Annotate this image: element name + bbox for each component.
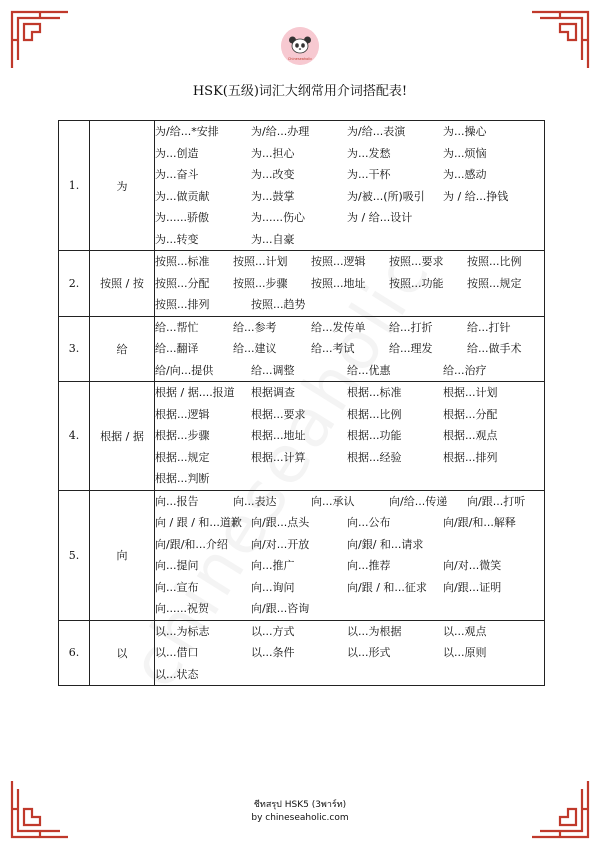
collocation-item: 给...打针 [467,320,511,334]
collocation-line [155,491,544,513]
collocation-item: 为...鼓掌 [251,189,295,203]
collocation-line [155,143,544,165]
collocation-item: 向/给...传递 [389,494,448,508]
collocation-item: 向/跟...点头 [251,516,310,529]
collocation-line [155,425,544,447]
collocation-item: 向/对...开放 [251,537,310,551]
collocation-line [155,404,544,426]
page-title: HSK(五级)词汇大纲常用介词搭配表! [192,84,408,99]
collocation-item: 给...调整 [251,363,295,377]
collocation-item: 按照...排列 [155,298,210,311]
collocation-item: 向 / 跟 / 和...道歉 [155,516,242,529]
collocation-item: 以...原则 [443,646,487,659]
collocation-item: 为...干杯 [347,168,391,181]
collocation-item: 给...打折 [389,320,433,334]
collocation-item: 根据...分配 [443,407,498,421]
collocation-item: 给...发传单 [311,320,366,334]
corner-ornament-top-right [530,10,590,70]
collocation-list [155,490,545,620]
collocation-item: 以...借口 [155,646,199,659]
collocation-line [155,294,544,316]
collocation-item: 为...奋斗 [155,168,199,181]
collocation-line [155,447,544,469]
collocation-item: 为/给...表演 [347,125,406,138]
collocation-item: 根据...逻辑 [155,407,210,421]
collocation-item: 根据...步骤 [155,429,210,442]
collocation-item: 为/被...(所)吸引 [347,189,425,203]
preposition-label: 给 [90,316,155,382]
collocation-line [155,317,544,339]
vocab-table [58,120,545,686]
collocation-item: 为...转变 [155,232,199,246]
collocation-item: 根据...计算 [251,450,306,464]
collocation-item: 向......祝贺 [155,602,209,615]
row-number: 5. [59,490,90,620]
collocation-item: 向...推广 [251,559,295,572]
collocation-item: 向/跟/和...介绍 [155,537,228,551]
svg-text:Chineseaholic: Chineseaholic [287,57,313,61]
collocation-item: 按照...分配 [155,276,210,290]
collocation-list [155,316,545,382]
collocation-item: 给...翻译 [155,342,199,355]
collocation-item: 向...表达 [233,494,277,508]
collocation-item: 向...提问 [155,559,199,572]
collocation-line [155,382,544,404]
preposition-label: 以 [90,620,155,686]
collocation-item: 为...担心 [251,146,295,160]
collocation-item: 按照...计划 [233,255,288,268]
collocation-item: 根据调查 [251,386,295,399]
collocation-item: 向/跟...咨询 [251,602,310,615]
collocation-item: 根据...计划 [443,386,498,399]
preposition-label: 为 [90,121,155,251]
collocation-item: 向...宣布 [155,580,199,594]
collocation-line [155,577,544,599]
collocation-line [155,555,544,577]
collocation-item: 按照...功能 [389,276,444,290]
collocation-line [155,664,544,686]
collocation-item: 给...治疗 [443,363,487,377]
collocation-list [155,251,545,317]
table-row [59,490,545,620]
collocation-item: 根据...地址 [251,429,306,442]
collocation-item: 向/跟...证明 [443,580,502,594]
collocation-line [155,642,544,664]
collocation-line [155,229,544,251]
row-number: 3. [59,316,90,382]
collocation-item: 按照...步骤 [233,276,288,290]
collocation-item: 给...建议 [233,342,277,355]
collocation-item: 向...承认 [311,494,355,508]
collocation-item: 为...操心 [443,125,487,138]
collocation-item: 根据...要求 [251,407,306,421]
collocation-item: 为......伤心 [251,211,305,224]
collocation-item: 为/给...办理 [251,125,310,138]
collocation-line [155,186,544,208]
collocation-item: 向/跟...打听 [467,494,526,508]
collocation-item: 以...为标志 [155,624,210,638]
table-row [59,316,545,382]
collocation-item: 以...形式 [347,646,391,659]
collocation-item: 按照...规定 [467,276,522,290]
footer-sheet-title: ชีทสรุป HSK5 (3พาร์ท) [253,800,347,810]
collocation-line [155,164,544,186]
collocation-item: 给...优惠 [347,363,391,377]
collocation-item: 为...烦恼 [443,146,487,160]
preposition-label: 按照 / 按 [90,251,155,317]
collocation-item: 根据...标准 [347,386,402,399]
row-number: 6. [59,620,90,686]
collocation-item: 给...理发 [389,342,433,355]
collocation-item: 向/对...微笑 [443,559,502,572]
collocation-line [155,598,544,620]
collocation-list [155,620,545,686]
table-row [59,620,545,686]
collocation-item: 为...改变 [251,168,295,181]
collocation-item: 根据...规定 [155,450,210,464]
panda-logo-icon [281,27,319,65]
preposition-label: 向 [90,490,155,620]
collocation-item: 向...推荐 [347,559,391,572]
collocation-item: 按照...比例 [467,255,522,268]
collocation-line [155,251,544,273]
collocation-item: 为...自豪 [251,232,295,246]
collocation-item: 以...条件 [251,646,295,659]
collocation-item: 根据...功能 [347,429,402,442]
collocation-item: 给...参考 [233,320,277,334]
collocation-line [155,468,544,490]
collocation-item: 根据...观点 [443,429,498,442]
collocation-item: 向/銀/ 和...请求 [347,537,424,551]
table-row [59,382,545,491]
collocation-item: 为...做贡献 [155,189,210,203]
collocation-item: 给/向...提供 [155,363,214,377]
collocation-item: 向/跟 / 和...征求 [347,580,427,594]
table-row [59,251,545,317]
row-number: 4. [59,382,90,491]
collocation-item: 以...方式 [251,624,295,638]
collocation-item: 为...创造 [155,146,199,160]
collocation-line [155,621,544,643]
collocation-item: 为...发愁 [347,146,391,160]
collocation-line [155,534,544,556]
collocation-item: 根据...经验 [347,450,402,464]
preposition-label: 根据 / 据 [90,382,155,491]
collocation-item: 向...公布 [347,516,391,529]
collocation-line [155,121,544,143]
collocation-item: 给...帮忙 [155,320,199,334]
collocation-item: 为 / 给...设计 [347,211,413,224]
collocation-item: 根据 / 据....报道 [155,386,235,399]
collocation-line [155,273,544,295]
collocation-item: 以...为根据 [347,624,402,638]
collocation-item: 按照...要求 [389,255,444,268]
collocation-line [155,207,544,229]
collocation-item: 给...考试 [311,342,355,355]
collocation-item: 按照...趋势 [251,298,306,311]
collocation-item: 向...询问 [251,580,295,594]
collocation-item: 为 / 给...挣钱 [443,189,509,203]
collocation-line [155,338,544,360]
collocation-item: 按照...标准 [155,255,210,268]
collocation-list [155,382,545,491]
collocation-list [155,121,545,251]
row-number: 1. [59,121,90,251]
collocation-item: 为......骄傲 [155,211,209,224]
collocation-item: 向/跟/和...解释 [443,516,516,529]
collocation-item: 为...感动 [443,168,487,181]
collocation-item: 按照...逻辑 [311,255,366,268]
corner-ornament-top-left [10,10,70,70]
collocation-item: 按照...地址 [311,276,366,290]
row-number: 2. [59,251,90,317]
collocation-item: 以...观点 [443,624,487,638]
collocation-item: 向...报告 [155,494,199,508]
table-row [59,121,545,251]
collocation-line [155,512,544,534]
collocation-item: 为/给...*安排 [155,125,219,138]
collocation-item: 给...做手术 [467,342,522,355]
collocation-item: 根据...判断 [155,472,210,485]
footer-byline: by chineseaholic.com [251,813,349,823]
collocation-item: 根据...比例 [347,407,402,421]
collocation-line [155,360,544,382]
collocation-item: 以...状态 [155,667,199,681]
collocation-item: 根据...排列 [443,450,498,464]
